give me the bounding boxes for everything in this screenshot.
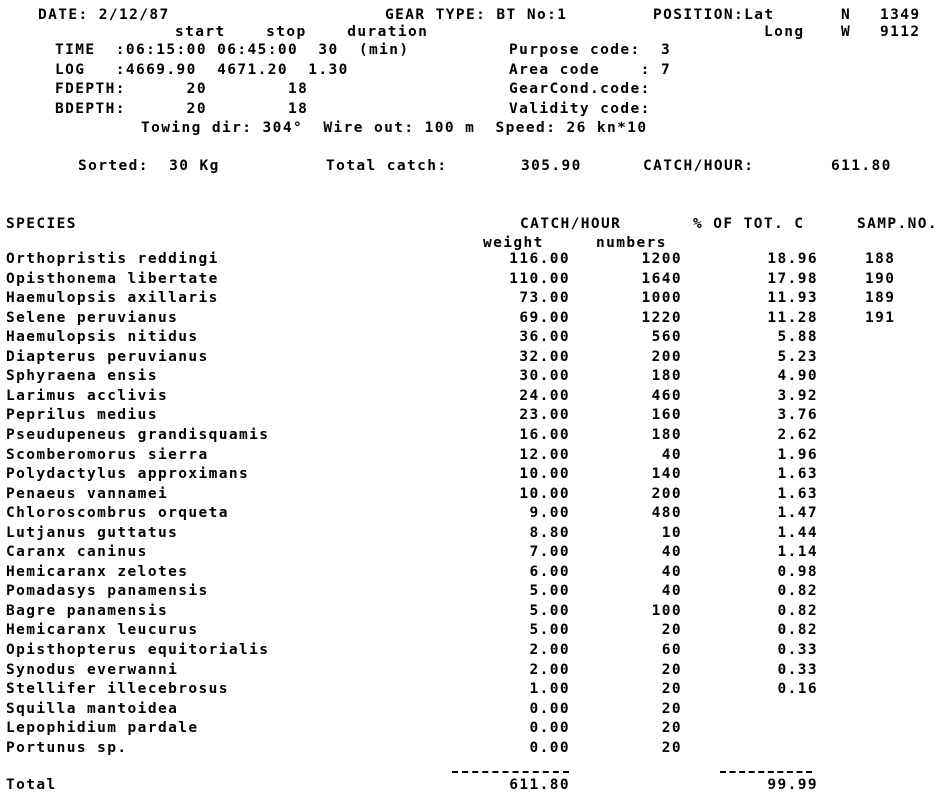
- numbers-cell: 480: [651, 505, 682, 521]
- weight-cell: 110.00: [509, 271, 570, 287]
- pct-cell: 3.76: [777, 407, 818, 423]
- species-cell: Squilla mantoidea: [6, 701, 179, 717]
- pct-cell: 5.88: [777, 329, 818, 345]
- pct-cell: 3.92: [777, 388, 818, 404]
- species-cell: Synodus everwanni: [6, 662, 179, 678]
- species-cell: Opisthonema libertate: [6, 271, 219, 287]
- numbers-cell: 460: [651, 388, 682, 404]
- pct-cell: 18.96: [767, 251, 818, 267]
- numbers-cell: 20: [661, 662, 682, 678]
- validity-code: Validity code:: [509, 101, 651, 117]
- long-label: Long: [764, 24, 805, 40]
- lat-dir: N: [841, 7, 852, 23]
- numbers-cell: 1200: [641, 251, 682, 267]
- weight-cell: 2.00: [529, 662, 570, 678]
- species-cell: Scomberomorus sierra: [6, 447, 209, 463]
- species-cell: Peprilus medius: [6, 407, 158, 423]
- numbers-cell: 1000: [641, 290, 682, 306]
- weight-heading: weight: [483, 235, 544, 251]
- numbers-cell: 100: [651, 603, 682, 619]
- weight-cell: 24.00: [519, 388, 570, 404]
- pct-cell: 1.47: [777, 505, 818, 521]
- pct-cell: 1.63: [777, 486, 818, 502]
- pct-cell: 4.90: [777, 368, 818, 384]
- weight-cell: 32.00: [519, 349, 570, 365]
- weight-cell: 5.00: [529, 583, 570, 599]
- numbers-cell: 40: [661, 564, 682, 580]
- numbers-cell: 140: [651, 466, 682, 482]
- numbers-cell: 40: [661, 583, 682, 599]
- column-heads: start stop duration: [175, 24, 429, 40]
- pct-cell: 0.82: [777, 603, 818, 619]
- total-catch-value: 305.90: [521, 158, 582, 174]
- numbers-cell: 60: [661, 642, 682, 658]
- weight-cell: 10.00: [519, 466, 570, 482]
- date-text: DATE: 2/12/87: [38, 7, 170, 23]
- numbers-heading: numbers: [596, 235, 667, 251]
- pct-cell: 1.63: [777, 466, 818, 482]
- pct-heading: % OF TOT. C: [693, 216, 805, 232]
- species-cell: Hemicaranx leucurus: [6, 622, 199, 638]
- weight-cell: 2.00: [529, 642, 570, 658]
- numbers-cell: 20: [661, 681, 682, 697]
- numbers-cell: 20: [661, 740, 682, 756]
- weight-cell: 8.80: [529, 525, 570, 541]
- purpose-code: Purpose code: 3: [509, 42, 672, 58]
- species-cell: Portunus sp.: [6, 740, 128, 756]
- species-cell: Stellifer illecebrosus: [6, 681, 229, 697]
- species-cell: Chloroscombrus orqueta: [6, 505, 229, 521]
- numbers-cell: 180: [651, 427, 682, 443]
- species-cell: Larimus acclivis: [6, 388, 169, 404]
- position-label: POSITION:Lat: [653, 7, 775, 23]
- pct-cell: 17.98: [767, 271, 818, 287]
- weight-cell: 30.00: [519, 368, 570, 384]
- pct-cell: 1.96: [777, 447, 818, 463]
- weight-cell: 0.00: [529, 701, 570, 717]
- towing-line: Towing dir: 304° Wire out: 100 m Speed: 26 kn*10: [141, 120, 648, 136]
- catch-hour-label: CATCH/HOUR:: [643, 158, 755, 174]
- weight-cell: 1.00: [529, 681, 570, 697]
- area-code: Area code : 7: [509, 62, 672, 78]
- pct-cell: 0.82: [777, 583, 818, 599]
- numbers-cell: 160: [651, 407, 682, 423]
- species-cell: Orthopristis reddingi: [6, 251, 219, 267]
- weight-cell: 6.00: [529, 564, 570, 580]
- numbers-cell: 40: [661, 544, 682, 560]
- long-dir: W: [841, 24, 852, 40]
- total-label: Total: [6, 777, 57, 793]
- weight-cell: 7.00: [529, 544, 570, 560]
- weight-total-rule: [452, 771, 569, 773]
- pct-cell: 0.82: [777, 622, 818, 638]
- numbers-cell: 20: [661, 701, 682, 717]
- catch-hour-heading: CATCH/HOUR: [520, 216, 622, 232]
- species-cell: Pomadasys panamensis: [6, 583, 209, 599]
- gear-type-text: GEAR TYPE: BT No:1: [385, 7, 568, 23]
- species-cell: Sphyraena ensis: [6, 368, 158, 384]
- pct-cell: 11.93: [767, 290, 818, 306]
- weight-cell: 0.00: [529, 720, 570, 736]
- numbers-cell: 20: [661, 622, 682, 638]
- pct-cell: 2.62: [777, 427, 818, 443]
- weight-cell: 9.00: [529, 505, 570, 521]
- bdepth-line: BDEPTH: 20 18: [55, 101, 309, 117]
- pct-cell: 11.28: [767, 310, 818, 326]
- samp-cell: 190: [865, 271, 896, 287]
- weight-cell: 5.00: [529, 603, 570, 619]
- pct-cell: 0.33: [777, 642, 818, 658]
- weight-cell: 73.00: [519, 290, 570, 306]
- species-cell: Bagre panamensis: [6, 603, 169, 619]
- weight-cell: 0.00: [529, 740, 570, 756]
- weight-cell: 16.00: [519, 427, 570, 443]
- pct-cell: 0.33: [777, 662, 818, 678]
- pct-cell: 0.98: [777, 564, 818, 580]
- samp-heading: SAMP.NO.: [857, 216, 939, 232]
- species-cell: Pseudupeneus grandisquamis: [6, 427, 270, 443]
- species-cell: Diapterus peruvianus: [6, 349, 209, 365]
- weight-cell: 36.00: [519, 329, 570, 345]
- numbers-cell: 560: [651, 329, 682, 345]
- species-cell: Penaeus vannamei: [6, 486, 169, 502]
- numbers-cell: 1220: [641, 310, 682, 326]
- numbers-cell: 200: [651, 486, 682, 502]
- species-cell: Lutjanus guttatus: [6, 525, 179, 541]
- weight-cell: 10.00: [519, 486, 570, 502]
- sorted-text: Sorted: 30 Kg: [78, 158, 220, 174]
- pct-cell: 5.23: [777, 349, 818, 365]
- numbers-cell: 40: [661, 447, 682, 463]
- weight-cell: 12.00: [519, 447, 570, 463]
- weight-cell: 116.00: [509, 251, 570, 267]
- species-cell: Lepophidium pardale: [6, 720, 199, 736]
- weight-cell: 5.00: [529, 622, 570, 638]
- lat-value: 1349: [880, 7, 921, 23]
- numbers-cell: 1640: [641, 271, 682, 287]
- time-line: TIME :06:15:00 06:45:00 30 (min): [55, 42, 410, 58]
- samp-cell: 189: [865, 290, 896, 306]
- pct-total-rule: [720, 771, 812, 773]
- total-catch-label: Total catch:: [326, 158, 448, 174]
- species-cell: Opisthopterus equitorialis: [6, 642, 270, 658]
- total-pct: 99.99: [767, 777, 818, 793]
- species-heading: SPECIES: [6, 216, 77, 232]
- numbers-cell: 200: [651, 349, 682, 365]
- catch-hour-value: 611.80: [831, 158, 892, 174]
- total-weight: 611.80: [509, 777, 570, 793]
- numbers-cell: 180: [651, 368, 682, 384]
- long-value: 9112: [880, 24, 921, 40]
- species-cell: Caranx caninus: [6, 544, 148, 560]
- species-cell: Haemulopsis nitidus: [6, 329, 199, 345]
- gearcond-code: GearCond.code:: [509, 81, 651, 97]
- species-cell: Hemicaranx zelotes: [6, 564, 189, 580]
- pct-cell: 1.44: [777, 525, 818, 541]
- numbers-cell: 10: [661, 525, 682, 541]
- species-cell: Selene peruvianus: [6, 310, 179, 326]
- pct-cell: 0.16: [777, 681, 818, 697]
- weight-cell: 69.00: [519, 310, 570, 326]
- samp-cell: 191: [865, 310, 896, 326]
- species-cell: Haemulopsis axillaris: [6, 290, 219, 306]
- species-cell: Polydactylus approximans: [6, 466, 250, 482]
- samp-cell: 188: [865, 251, 896, 267]
- log-line: LOG :4669.90 4671.20 1.30: [55, 62, 349, 78]
- fdepth-line: FDEPTH: 20 18: [55, 81, 309, 97]
- numbers-cell: 20: [661, 720, 682, 736]
- pct-cell: 1.14: [777, 544, 818, 560]
- weight-cell: 23.00: [519, 407, 570, 423]
